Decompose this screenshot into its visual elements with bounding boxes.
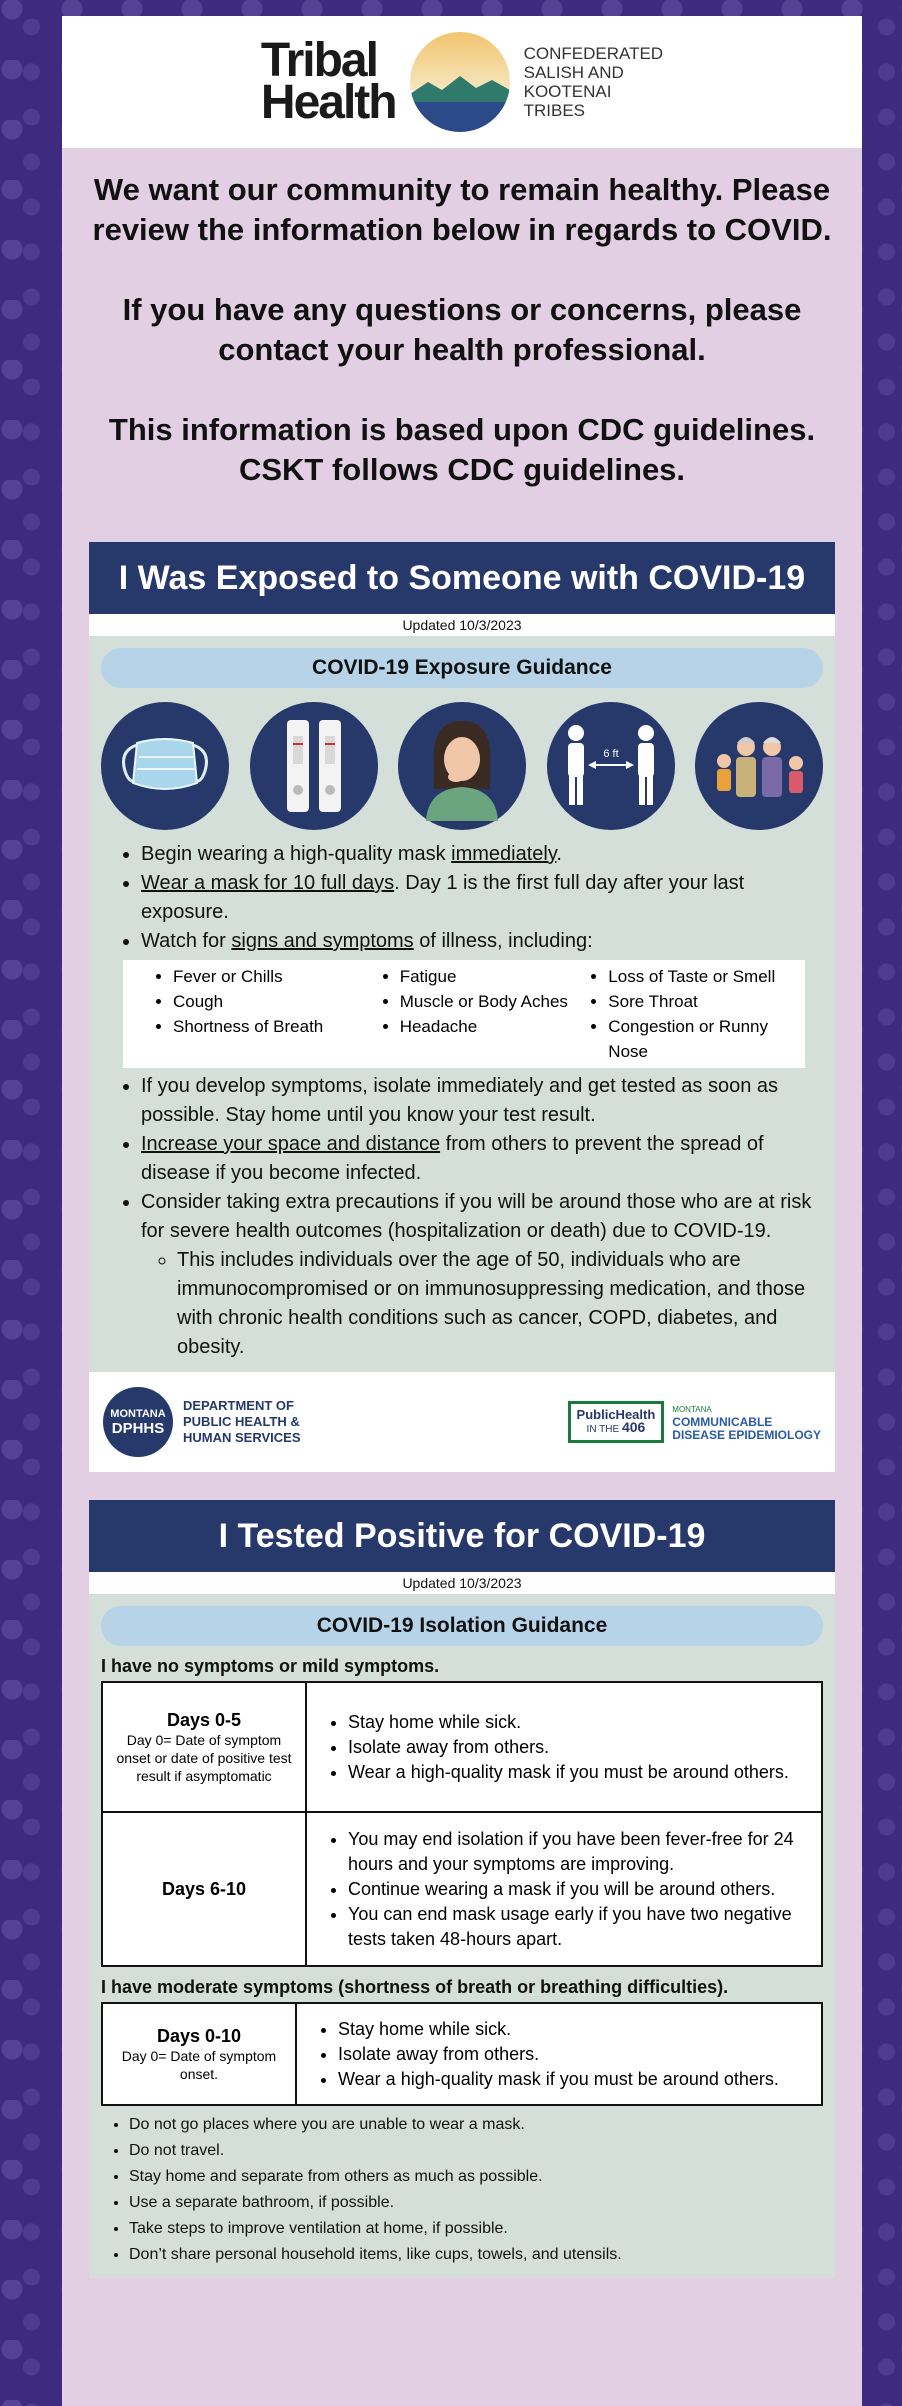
- days-note: Day 0= Date of symptom onset or date of positive test result if asymptomatic: [116, 1731, 292, 1784]
- list-item: • Use a separate bathroom, if possible.: [129, 2190, 823, 2216]
- list-item: • Isolate away from others.: [348, 1735, 820, 1760]
- days-cell: [102, 1682, 306, 1812]
- signs-symptoms-link[interactable]: signs and symptoms: [231, 930, 414, 952]
- distance-icon: [547, 702, 675, 830]
- list-item: • If you develop symptoms, isolate immediately and get tested as soon as possible. Stay home until you know your test result.: [141, 1072, 823, 1130]
- list-item: • You may end isolation if you have been fever-free for 24 hours and your symptoms are improving.: [348, 1827, 820, 1877]
- cde-line: COMMUNICABLE: [672, 1414, 773, 1429]
- in-the-text: IN THE: [586, 1424, 620, 1435]
- positive-banner: I Tested Positive for COVID-19: [89, 1500, 835, 1572]
- text: from others to prevent the spread of disease if you become infected.: [141, 1133, 764, 1184]
- list-item: • You can end mask usage early if you have two negative tests taken 48-hours apart.: [348, 1902, 820, 1952]
- table-row: [102, 1812, 822, 1966]
- logo-line-2: Health: [260, 76, 396, 129]
- list-item: • Take steps to improve ventilation at home, if possible.: [129, 2216, 823, 2242]
- sick-person-icon: [398, 702, 526, 830]
- list-item: • Do not go places where you are unable to wear a mask.: [129, 2112, 823, 2138]
- public-health-sub: [577, 1421, 656, 1436]
- list-item: • Continue wearing a mask if you will be around others.: [348, 1877, 820, 1902]
- days-cell: [102, 2003, 296, 2105]
- symptoms-column-2: [370, 964, 569, 1064]
- symptom-item: • Fatigue: [400, 964, 569, 989]
- text: .: [556, 843, 562, 865]
- test-kit-icon: [250, 702, 378, 830]
- org-line: SALISH AND: [523, 63, 624, 82]
- positive-panel: [89, 1594, 835, 2278]
- dphhs-badge-icon: [103, 1387, 173, 1457]
- list-item: • Stay home while sick.: [338, 2017, 820, 2042]
- exposure-icons: [101, 688, 823, 840]
- list-item: • Stay home and separate from others as much as possible.: [129, 2164, 823, 2190]
- cde-line: DISEASE EPIDEMIOLOGY: [672, 1427, 821, 1442]
- text: Watch for: [141, 930, 232, 952]
- mild-heading: I have no symptoms or mild symptoms.: [101, 1656, 440, 1676]
- positive-updated: Updated 10/3/2023: [89, 1572, 835, 1594]
- symptom-item: • Congestion or Runny Nose: [608, 1014, 805, 1064]
- symptoms-box: [123, 960, 805, 1068]
- days-label: Days 0-5: [166, 1709, 242, 1730]
- exposure-banner: I Was Exposed to Someone with COVID-19: [89, 542, 835, 614]
- mild-isolation-table: [101, 1681, 823, 1967]
- symptom-item: • Muscle or Body Aches: [400, 989, 569, 1014]
- wear-mask-link[interactable]: Wear a mask for 10 full days: [141, 872, 395, 894]
- immediately-link[interactable]: immediately: [451, 843, 557, 865]
- public-health-logo: [568, 1401, 821, 1443]
- days-cell: [102, 1812, 306, 1966]
- header: [62, 16, 862, 148]
- org-line: CONFEDERATED: [523, 44, 664, 63]
- positive-section: [89, 1500, 835, 2278]
- isolation-guidance-title: COVID-19 Isolation Guidance: [101, 1606, 823, 1646]
- cskt-org-name: [524, 44, 663, 120]
- intro-text: [62, 170, 862, 490]
- dphhs-line: PUBLIC HEALTH &: [183, 1414, 300, 1429]
- partner-logos: [89, 1372, 835, 1472]
- space-distance-link[interactable]: Increase your space and distance: [141, 1133, 441, 1155]
- intro-paragraph-3a: This information is based upon CDC guidelines.: [108, 412, 816, 447]
- logo-line-1: Tribal: [260, 34, 377, 87]
- exposure-updated: Updated 10/3/2023: [89, 614, 835, 636]
- dphhs-badge-text: DPHHS: [111, 1419, 165, 1437]
- list-item: • Wear a high-quality mask if you must be around others.: [348, 1760, 820, 1785]
- moderate-isolation-table: [101, 2002, 823, 2106]
- symptom-item: • Headache: [400, 1014, 569, 1039]
- list-item: • Isolate away from others.: [338, 2042, 820, 2067]
- list-item: [141, 927, 823, 956]
- symptom-item: • Sore Throat: [608, 989, 805, 1014]
- moderate-heading: I have moderate symptoms (shortness of breath or breathing difficulties).: [101, 1977, 729, 1997]
- page: [62, 16, 862, 2406]
- table-row: [102, 1682, 822, 1812]
- text: of illness, including:: [413, 930, 593, 952]
- dphhs-line: HUMAN SERVICES: [183, 1430, 301, 1445]
- exposure-guidance-list: [101, 840, 823, 956]
- dphhs-logo: [103, 1387, 301, 1457]
- instructions-cell: [306, 1812, 822, 1966]
- days-label: Days 6-10: [161, 1878, 247, 1899]
- org-line: KOOTENAI: [523, 82, 612, 101]
- general-isolation-list: [101, 2112, 823, 2268]
- days-note: Day 0= Date of symptom onset.: [121, 2047, 277, 2082]
- symptoms-column-1: [123, 964, 370, 1064]
- exposure-guidance-list-2: [101, 1072, 823, 1362]
- list-item: • Don’t share personal household items, like cups, towels, and utensils.: [129, 2242, 823, 2268]
- list-item: [141, 840, 823, 869]
- distance-label: 6 ft: [602, 748, 619, 760]
- instructions-list: [308, 1827, 820, 1952]
- symptoms-column-3: [568, 964, 805, 1064]
- symptom-item: • Shortness of Breath: [173, 1014, 370, 1039]
- sub-list: [141, 1246, 823, 1362]
- dphhs-line: DEPARTMENT OF: [183, 1398, 294, 1413]
- cde-small: MONTANA: [672, 1404, 712, 1414]
- instructions-cell: [306, 1682, 822, 1812]
- area-code: 406: [621, 1419, 646, 1435]
- days-label: Days 0-10: [156, 2025, 242, 2046]
- list-item: [141, 1188, 823, 1362]
- symptom-item: • Loss of Taste or Smell: [608, 964, 805, 989]
- instructions-cell: [296, 2003, 822, 2105]
- list-item: • Stay home while sick.: [348, 1710, 820, 1735]
- exposure-guidance-title: COVID-19 Exposure Guidance: [101, 648, 823, 688]
- montana-outline-icon: [568, 1401, 665, 1443]
- public-health-name: PublicHealth: [576, 1407, 656, 1422]
- instructions-list: [298, 2017, 820, 2092]
- dphhs-badge-top: MONTANA: [110, 1407, 166, 1420]
- list-item: • Do not travel.: [129, 2138, 823, 2164]
- intro-paragraph-2: If you have any questions or concerns, please contact your health professional.: [122, 292, 802, 367]
- instructions-list: [308, 1710, 820, 1785]
- symptom-item: • Cough: [173, 989, 370, 1014]
- mountain-logo-icon: [410, 32, 510, 132]
- list-item: [141, 869, 823, 927]
- text: Begin wearing a high-quality mask: [141, 843, 452, 865]
- cde-text: [672, 1403, 821, 1442]
- text: Consider taking extra precautions if you will be around those who are at risk for severe health outcomes (hospitalization or death) due to COVID-19.: [141, 1191, 812, 1242]
- org-line: TRIBES: [523, 101, 586, 120]
- list-item: • Wear a high-quality mask if you must be around others.: [338, 2067, 820, 2092]
- list-item: [141, 1130, 823, 1188]
- symptom-item: • Fever or Chills: [173, 964, 370, 989]
- sub-list-item: ◦ This includes individuals over the age of 50, individuals who are immunocompromised or on immunosuppressing medication, and those with chronic health conditions such as cancer, COPD, diabetes, and obesity.: [177, 1246, 823, 1362]
- intro-paragraph-3b: CSKT follows CDC guidelines.: [238, 452, 686, 487]
- dphhs-name: [183, 1398, 301, 1446]
- text: . Day 1 is the first full day after your last exposure.: [141, 872, 745, 923]
- family-icon: [695, 702, 823, 830]
- table-row: [102, 2003, 822, 2105]
- exposure-panel: [89, 636, 835, 1372]
- tribal-health-logo: [260, 34, 396, 129]
- exposure-section: [89, 542, 835, 1472]
- intro-paragraph-1: We want our community to remain healthy. Please review the information below in regards to COVID.: [92, 172, 832, 247]
- mask-icon: [101, 702, 229, 830]
